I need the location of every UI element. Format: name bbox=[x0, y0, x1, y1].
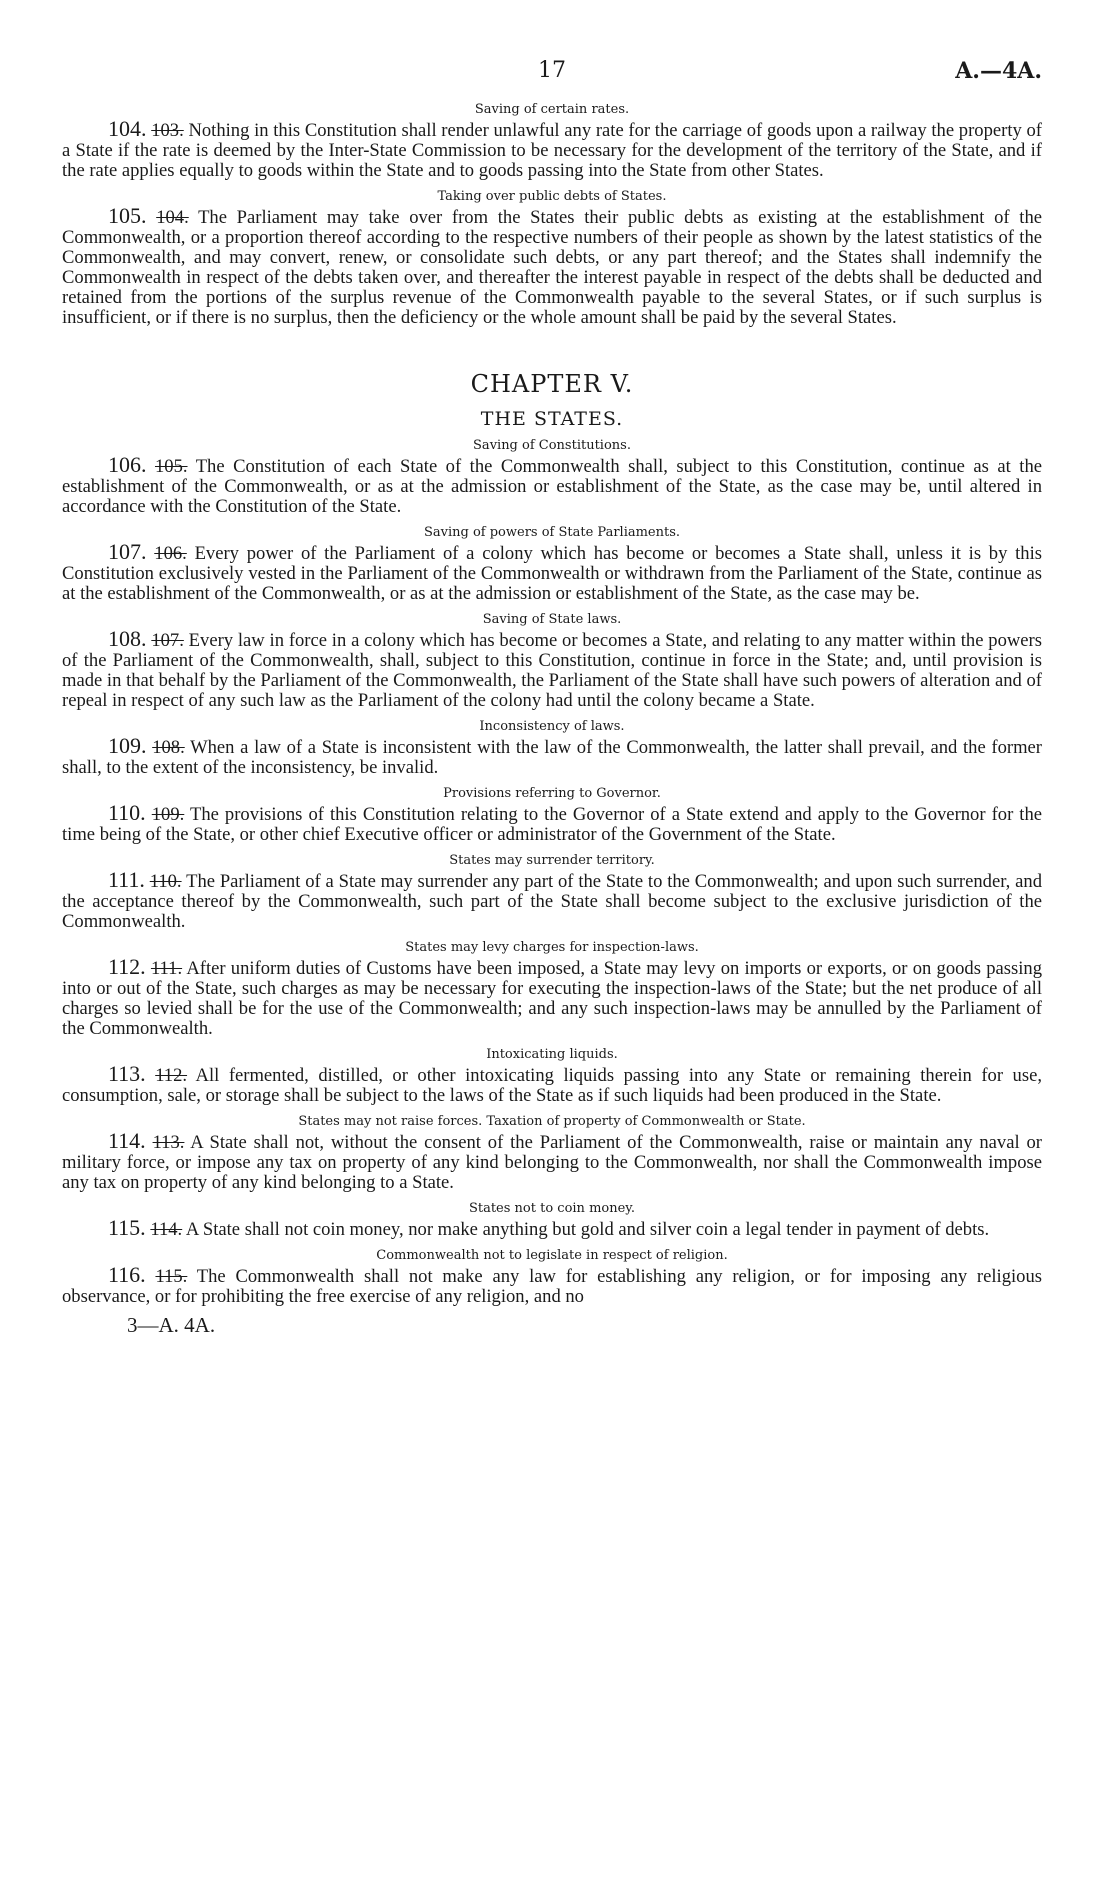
section-text: The Commonwealth shall not make any law for establishing any religion, or for imposing any religious observance, or for prohibiting the free exercise of any religion, and no bbox=[62, 1266, 1043, 1307]
marginal-note: Inconsistency of laws. bbox=[479, 719, 625, 734]
section-number: 111. bbox=[108, 867, 145, 892]
section-number: 112. bbox=[108, 954, 146, 979]
section-text: A State shall not coin money, nor make anything but gold and silver coin a legal tender in payment of debts. bbox=[185, 1219, 990, 1240]
section-paragraph bbox=[62, 1215, 1042, 1240]
marginal-note: Taking over public debts of States. bbox=[437, 189, 667, 204]
section-number: 116. bbox=[108, 1262, 146, 1287]
section-number: 113. bbox=[108, 1061, 146, 1086]
struck-old-number: 113. bbox=[152, 1132, 185, 1153]
struck-old-number: 114. bbox=[150, 1219, 183, 1240]
struck-old-number: 106. bbox=[154, 543, 187, 564]
sheet-signature: 3—A. 4A. bbox=[127, 1313, 216, 1337]
document-reference: A.—4A. bbox=[955, 58, 1042, 84]
section-paragraph bbox=[62, 954, 1042, 1039]
section-number: 105. bbox=[108, 203, 147, 228]
section-text: After uniform duties of Customs have been imposed, a State may levy on imports or exports, or on goods passing into or out of the State, such charges as may be necessary for executing the inspection-laws of the State; but the net produce of all charges so levied shall be for the use of the Commonwealth; and any such inspection-laws may be annulled by the Parliament of the Commonwealth. bbox=[62, 958, 1042, 1039]
chapter-subtitle: THE STATES. bbox=[480, 408, 624, 430]
section-text: A State shall not, without the consent of the Parliament of the Commonwealth, raise or maintain any naval or military force, or impose any tax on property of any kind belonging to the Commonwealth, nor shall the Commonwealth impose any tax on property of any kind belonging to a State. bbox=[62, 1132, 1042, 1193]
marginal-note: Saving of State laws. bbox=[482, 612, 622, 627]
marginal-note: Intoxicating liquids. bbox=[486, 1047, 618, 1062]
struck-old-number: 110. bbox=[149, 871, 182, 892]
section-text: The Constitution of each State of the Commonwealth shall, subject to this Constitution, continue as at the establishment of the Commonwealth, or as at the admission or establishment of the State, as the case may be, until altered in accordance with the Constitution of the State. bbox=[62, 456, 1042, 517]
page-header bbox=[62, 58, 1042, 94]
section-paragraph bbox=[62, 800, 1043, 845]
section-number: 104. bbox=[108, 116, 147, 141]
struck-old-number: 111. bbox=[150, 958, 183, 979]
marginal-note: States not to coin money. bbox=[468, 1201, 636, 1216]
struck-old-number: 112. bbox=[155, 1065, 188, 1086]
section-paragraph bbox=[62, 539, 1043, 604]
marginal-note: Provisions referring to Governor. bbox=[443, 786, 661, 801]
page-number: 17 bbox=[538, 58, 566, 83]
struck-old-number: 115. bbox=[155, 1266, 188, 1287]
struck-old-number: 105. bbox=[154, 456, 188, 477]
marginal-note: Saving of powers of State Parliaments. bbox=[423, 525, 681, 540]
marginal-note: States may not raise forces. Taxation of property of Commonwealth or State. bbox=[298, 1114, 806, 1129]
marginal-note: States may levy charges for inspection-laws. bbox=[405, 940, 699, 955]
section-paragraph bbox=[62, 1061, 1042, 1106]
chapter-title: CHAPTER V. bbox=[470, 370, 634, 398]
section-number: 115. bbox=[108, 1215, 146, 1240]
marginal-note: Saving of Constitutions. bbox=[473, 438, 631, 453]
section-paragraph bbox=[62, 1128, 1042, 1193]
section-number: 109. bbox=[108, 733, 147, 758]
section-text: Every law in force in a colony which has become or becomes a State, and relating to any matter within the powers of the Parliament of the Commonwealth, shall, subject to this Constitution, continue in force in the State; and, until provision is made in that behalf by the Parliament of the Commonwealth, the Parliament of the State shall have such powers of alteration and of repeal in respect of any such law as the Parliament of the colony had until the colony became a State. bbox=[62, 630, 1042, 711]
marginal-note: Commonwealth not to legislate in respect of religion. bbox=[376, 1248, 728, 1263]
struck-old-number: 104. bbox=[156, 207, 189, 228]
sections-before-chapter bbox=[62, 102, 1042, 328]
marginal-note: States may surrender territory. bbox=[449, 853, 655, 868]
section-text: The Parliament may take over from the States their public debts as existing at the establishment of the Commonwealth, or a proportion thereof according to the respective numbers of their people as shown by the latest statistics of the Commonwealth, and may convert, renew, or consolidate such debts, or any part thereof; and the States shall indemnify the Commonwealth in respect of the debts taken over, and thereafter the interest payable in respect of the debts shall be deducted and retained from the portions of the surplus revenue of the Commonwealth payable to the several States, or if such surplus is insufficient, or if there is no surplus, then the deficiency or the whole amount shall be paid by the several States. bbox=[62, 207, 1043, 328]
struck-old-number: 108. bbox=[152, 737, 185, 758]
section-paragraph bbox=[62, 867, 1042, 932]
section-number: 106. bbox=[108, 452, 147, 477]
section-number: 108. bbox=[108, 626, 147, 651]
section-paragraph bbox=[62, 733, 1042, 778]
section-text: When a law of a State is inconsistent with the law of the Commonwealth, the latter shall prevail, and the former shall, to the extent of the inconsistency, be invalid. bbox=[62, 737, 1042, 778]
marginal-note: Saving of certain rates. bbox=[474, 102, 630, 117]
section-text: Nothing in this Constitution shall render unlawful any rate for the carriage of goods upon a railway the property of a State if the rate is deemed by the Inter-State Commission to be necessary for the development of the territory of the State, and if the rate applies equally to goods within the State and to goods passing into the State from other States. bbox=[62, 120, 1042, 181]
section-paragraph bbox=[62, 1262, 1043, 1307]
section-paragraph bbox=[62, 452, 1042, 517]
sections-chapter-v bbox=[62, 438, 1042, 1307]
section-number: 110. bbox=[108, 800, 146, 825]
section-text: The Parliament of a State may surrender any part of the State to the Commonwealth; and upon such surrender, and the acceptance thereof by the Commonwealth, such part of the State shall become subject to the exclusive jurisdiction of the Commonwealth. bbox=[62, 871, 1042, 932]
section-number: 107. bbox=[108, 539, 147, 564]
struck-old-number: 107. bbox=[151, 630, 184, 651]
struck-old-number: 109. bbox=[151, 804, 185, 825]
section-text: All fermented, distilled, or other intoxicating liquids passing into any State or remaining therein for use, consumption, sale, or storage shall be subject to the laws of the State as if such liquids had been produced in the State. bbox=[62, 1065, 1042, 1106]
section-text: Every power of the Parliament of a colony which has become or becomes a State shall, unless it is by this Constitution exclusively vested in the Parliament of the Commonwealth or withdrawn from the Parliament of the State, continue as at the establishment of the Commonwealth, or as at the admission or establishment of the State, as the case may be. bbox=[62, 543, 1043, 604]
struck-old-number: 103. bbox=[151, 120, 184, 141]
section-number: 114. bbox=[108, 1128, 146, 1153]
section-text: The provisions of this Constitution relating to the Governor of a State extend and apply to the Governor for the time being of the State, or other chief Executive officer or administrator of the Government of the State. bbox=[62, 804, 1043, 845]
section-paragraph bbox=[62, 203, 1043, 328]
section-paragraph bbox=[62, 626, 1042, 711]
section-paragraph bbox=[62, 116, 1042, 181]
